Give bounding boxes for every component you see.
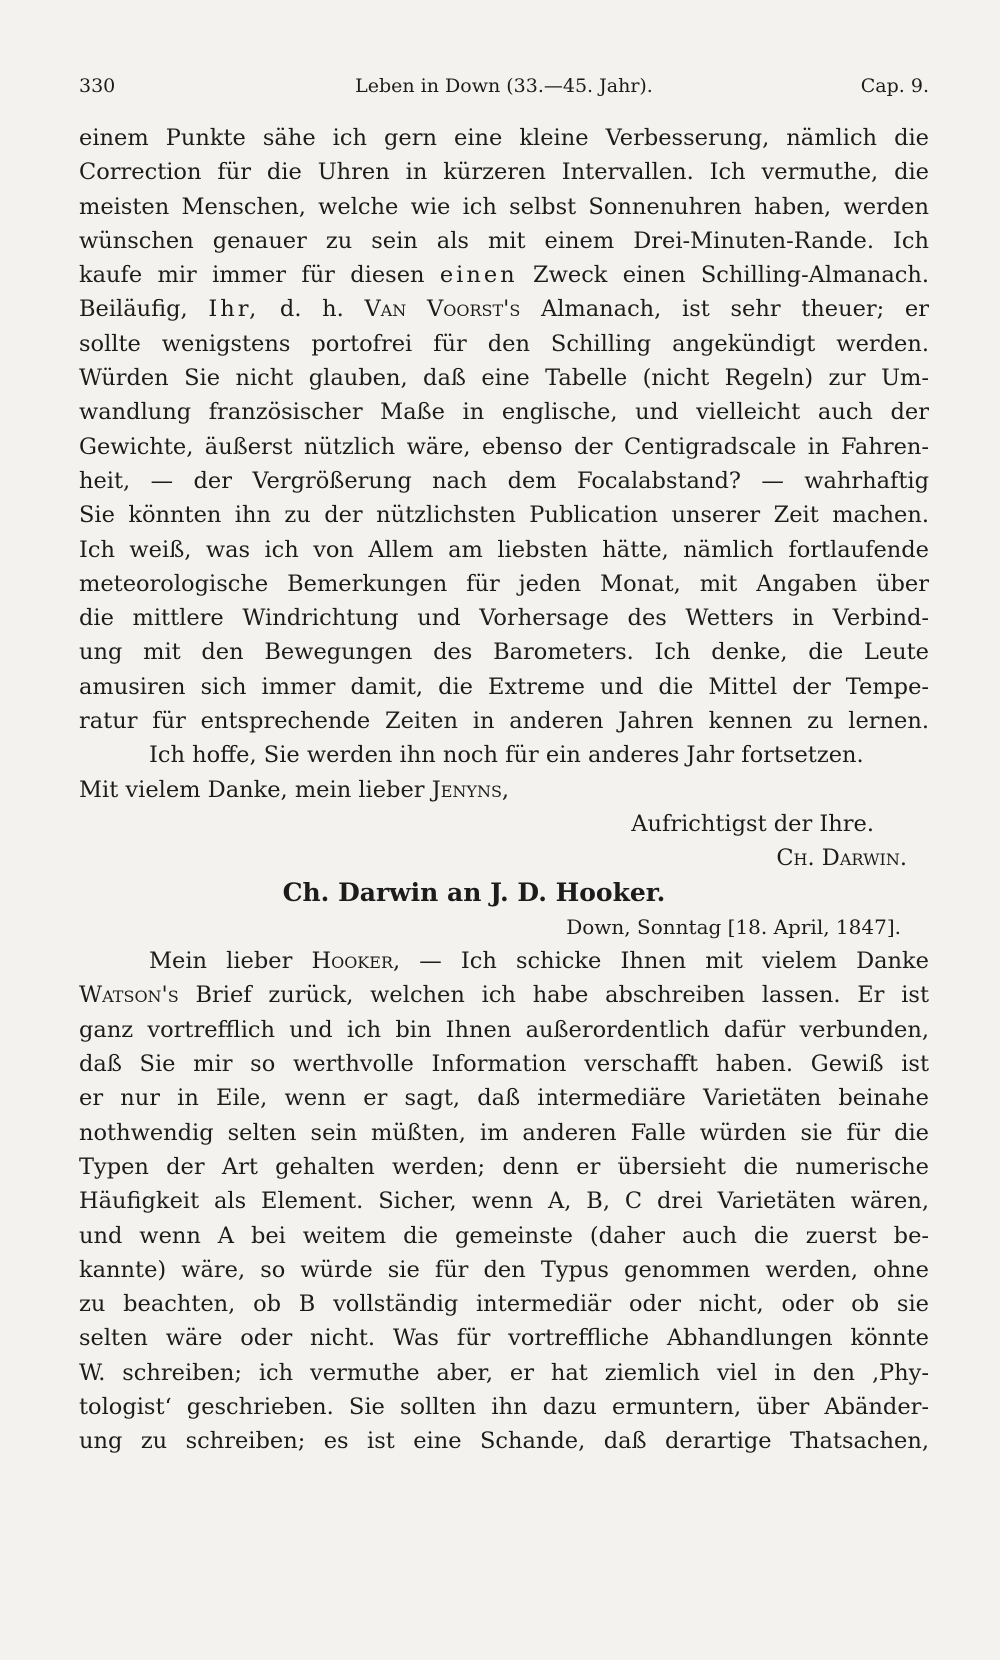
- text-line: [79, 292, 929, 326]
- text-line: einem Punkte sähe ich gern eine kleine Verbesserung, nämlich die: [79, 125, 929, 151]
- page-number: 330: [79, 75, 116, 97]
- text-line: ganz vortrefflich und ich bin Ihnen außerordentlich dafür verbunden,: [79, 1016, 929, 1043]
- text-line: zu beachten, ob B vollständig intermediär oder nicht, oder ob sie: [79, 1291, 929, 1318]
- text-line: amusiren sich immer damit, die Extreme und die Mittel der Tempe-: [79, 673, 929, 700]
- text-segment: Beiläufig,: [79, 296, 188, 323]
- text-line: [79, 258, 929, 292]
- letter-dateline: Down, Sonntag [18. April, 1847].: [566, 914, 901, 939]
- text-line: sollte wenigstens portofrei für den Schilling angekündigt werden.: [79, 330, 929, 357]
- text-line: Typen der Art gehalten werden; denn er übersieht die numerische: [79, 1153, 929, 1180]
- text-segment: d. h.: [279, 296, 344, 323]
- text-line: Ich weiß, was ich von Allem am liebsten hätte, nämlich fortlaufende: [79, 536, 929, 563]
- text-segment: Almanach, ist sehr theuer; er: [540, 296, 930, 323]
- text-line: er nur in Eile, wenn er sagt, daß intermediäre Varietäten beinahe: [79, 1085, 929, 1112]
- text-segment: Mit vielem Danke, mein lieber: [79, 776, 425, 803]
- text-line: [79, 944, 929, 978]
- text-line: kannte) wäre, so würde sie für den Typus genommen werden, ohne: [79, 1256, 929, 1283]
- text-line: Ich hoffe, Sie werden ihn noch für ein anderes Jahr fortsetzen.: [149, 742, 864, 769]
- text-line: und wenn A bei weitem die gemeinste (daher auch die zuerst be-: [79, 1222, 929, 1249]
- text-line: wandlung französischer Maße in englische, und vielleicht auch der: [79, 399, 929, 426]
- text-line: wünschen genauer zu sein als mit einem Drei-Minuten-Rande. Ich: [79, 227, 929, 254]
- text-line: meteorologische Bemerkungen für jeden Monat, mit Angaben über: [79, 570, 929, 597]
- letter-signature: Ch. Darwin.: [776, 845, 907, 872]
- text-line: Häufigkeit als Element. Sicher, wenn A, B, C drei Varietäten wären,: [79, 1188, 929, 1215]
- text-line: [79, 773, 929, 807]
- letter-closing: Aufrichtigst der Ihre.: [631, 810, 874, 837]
- text-line: W. schreiben; ich vermuthe aber, er hat ziemlich viel in den ‚Phy-: [79, 1359, 929, 1386]
- emphasized-word: Ihr,: [208, 296, 260, 323]
- text-line: selten wäre oder nicht. Was für vortreffliche Abhandlungen könnte: [79, 1325, 929, 1352]
- book-page: [79, 66, 929, 1646]
- text-line: ung mit den Bewegungen des Barometers. Ich denke, die Leute: [79, 639, 929, 666]
- person-name: Watson's: [79, 982, 179, 1009]
- person-name: Jenyns,: [431, 776, 510, 803]
- text-segment: Brief zurück, welchen ich habe abschreiben lassen. Er ist: [195, 982, 930, 1009]
- text-line: tologist‘ geschrieben. Sie sollten ihn dazu ermuntern, über Abänder-: [79, 1393, 929, 1420]
- body-text: [79, 121, 929, 1459]
- text-segment: — Ich schicke Ihnen mit vielem Danke: [419, 948, 929, 975]
- person-name: Van Voorst's: [364, 296, 521, 323]
- running-head: [79, 66, 929, 106]
- text-segment: Zweck einen Schilling-Almanach.: [533, 262, 930, 289]
- text-line: ratur für entsprechende Zeiten in anderen Jahren kennen zu lernen.: [79, 708, 929, 735]
- text-line: Würden Sie nicht glauben, daß eine Tabelle (nicht Regeln) zur Um-: [79, 365, 929, 392]
- text-line: nothwendig selten sein müßten, im anderen Falle würden sie für die: [79, 1119, 929, 1146]
- text-line: meisten Menschen, welche wie ich selbst Sonnenuhren haben, werden: [79, 193, 929, 220]
- text-line: ung zu schreiben; es ist eine Schande, daß derartige Thatsachen,: [79, 1428, 929, 1455]
- person-name: Hooker,: [311, 948, 401, 975]
- text-line: die mittlere Windrichtung und Vorhersage des Wetters in Verbind-: [79, 605, 929, 632]
- text-line: Correction für die Uhren in kürzeren Intervallen. Ich vermuthe, die: [79, 159, 929, 186]
- running-title: Leben in Down (33.—45. Jahr).: [355, 75, 653, 97]
- chapter-label: Cap. 9.: [860, 75, 929, 97]
- text-line: heit, — der Vergrößerung nach dem Focalabstand? — wahrhaftig: [79, 467, 929, 494]
- text-segment: kaufe mir immer für diesen: [79, 262, 425, 289]
- text-line: daß Sie mir so werthvolle Information verschafft haben. Gewiß ist: [79, 1051, 929, 1078]
- text-line: [79, 978, 929, 1012]
- text-segment: Mein lieber: [149, 948, 293, 975]
- emphasized-word: einen: [439, 262, 518, 289]
- text-line: Sie könnten ihn zu der nützlichsten Publication unserer Zeit machen.: [79, 502, 929, 529]
- text-line: Gewichte, äußerst nützlich wäre, ebenso der Centigradscale in Fahren-: [79, 433, 929, 460]
- letter-heading: Ch. Darwin an J. D. Hooker.: [282, 877, 666, 907]
